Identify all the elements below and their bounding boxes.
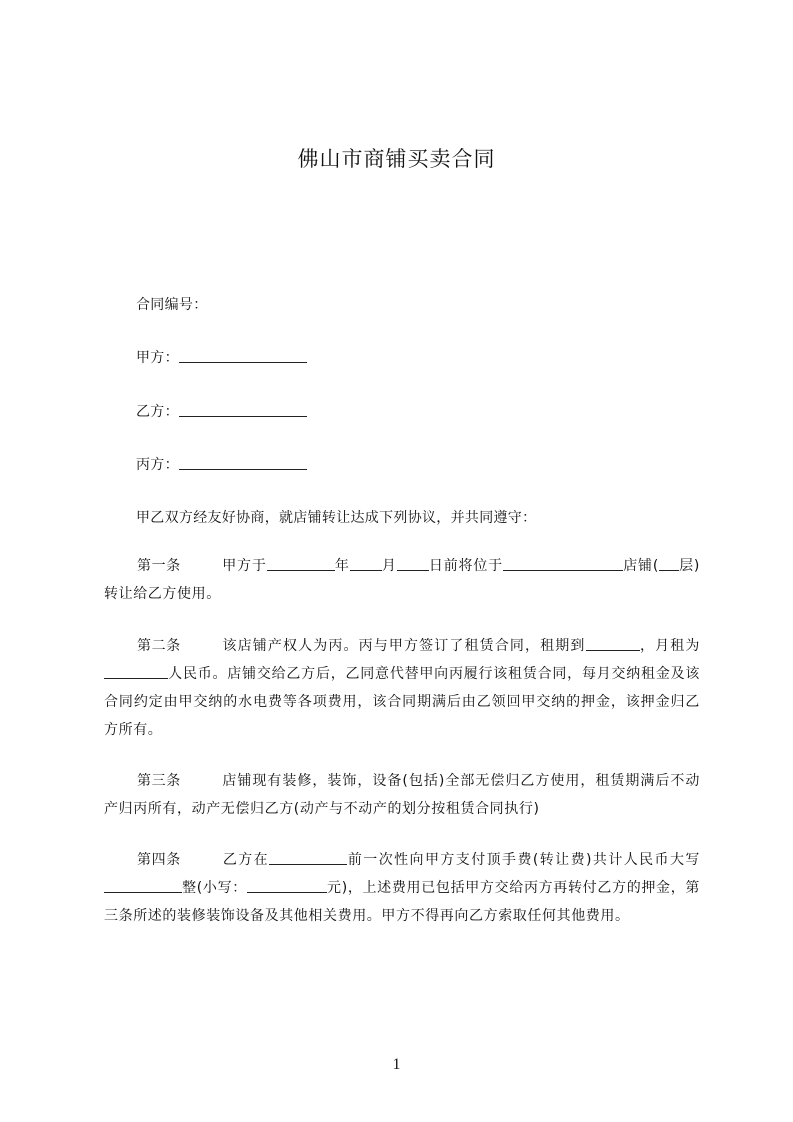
monthly-rent-blank[interactable] (104, 664, 168, 679)
article-1-text: 年 (334, 558, 350, 574)
article-1-text: 日前将位于 (428, 558, 503, 574)
lease-term-blank[interactable] (586, 636, 640, 651)
party-a-line (136, 347, 307, 367)
article-1-text: 店铺( (623, 558, 659, 574)
year-blank[interactable] (267, 556, 335, 571)
party-b-line (136, 401, 307, 421)
article-1-heading: 第一条 (137, 558, 181, 574)
article-2 (104, 632, 700, 744)
article-3-text: 店铺现有装修，装饰，设备(包括)全部无偿归乙方使用，租赁期满后不动产归丙所有，动产无偿归乙方(动产与不动产的划分按租赁合同执行) (104, 773, 700, 817)
party-c-blank[interactable] (179, 455, 307, 470)
article-2-heading: 第二条 (137, 638, 181, 654)
party-b-blank[interactable] (179, 402, 307, 417)
contract-number-label: 合同编号： (136, 297, 208, 313)
party-b-label: 乙方： (136, 404, 179, 420)
party-c-label: 丙方： (136, 457, 179, 473)
article-2-text: 该店铺产权人为丙。丙与甲方签订了租赁合同，租期到 (222, 638, 586, 654)
article-2-text: ，月租为 (639, 638, 700, 654)
page-number: 1 (392, 1056, 401, 1073)
article-4-text: 元)，上述费用已包括甲方交给丙方再转付乙方的押金，第三条所述的装修装饰设备及其他相关费用。甲方不得再向乙方索取任何其他费用。 (104, 880, 701, 924)
article-4-heading: 第四条 (137, 852, 181, 868)
intro-line (136, 507, 536, 527)
floor-blank[interactable] (659, 556, 679, 571)
article-2-text: 人民币。店铺交给乙方后，乙同意代替甲向丙履行该租赁合同，每月交纳租金及该合同约定由甲交纳的水电费等各项费用，该合同期满后由乙领回甲交纳的押金，该押金归乙方所有。 (104, 666, 700, 738)
amount-figures-blank[interactable] (247, 878, 327, 893)
month-blank[interactable] (350, 556, 382, 571)
article-4-text: 整(小写： (182, 880, 247, 896)
contract-number-line (136, 294, 208, 314)
party-a-label: 甲方： (136, 350, 179, 366)
party-c-line (136, 454, 307, 474)
article-1-text: 层)转让给乙方使用。 (104, 558, 700, 602)
day-blank[interactable] (397, 556, 429, 571)
document-title: 佛山市商铺买卖合同 (297, 147, 496, 171)
article-4-text: 前一次性向甲方支付顶手费(转让费)共计人民币大写 (347, 852, 700, 868)
payment-date-blank[interactable] (269, 850, 347, 865)
location-blank[interactable] (503, 556, 623, 571)
article-4 (104, 846, 700, 930)
article-1-text: 甲方于 (222, 558, 267, 574)
article-1-text: 月 (381, 558, 397, 574)
party-a-blank[interactable] (179, 348, 307, 363)
amount-words-blank[interactable] (104, 878, 182, 893)
article-3-heading: 第三条 (137, 773, 181, 789)
article-3 (104, 767, 700, 823)
article-1 (104, 552, 700, 608)
article-4-text: 乙方在 (222, 852, 270, 868)
intro-text: 甲乙双方经友好协商，就店铺转让达成下列协议，并共同遵守： (136, 510, 537, 526)
